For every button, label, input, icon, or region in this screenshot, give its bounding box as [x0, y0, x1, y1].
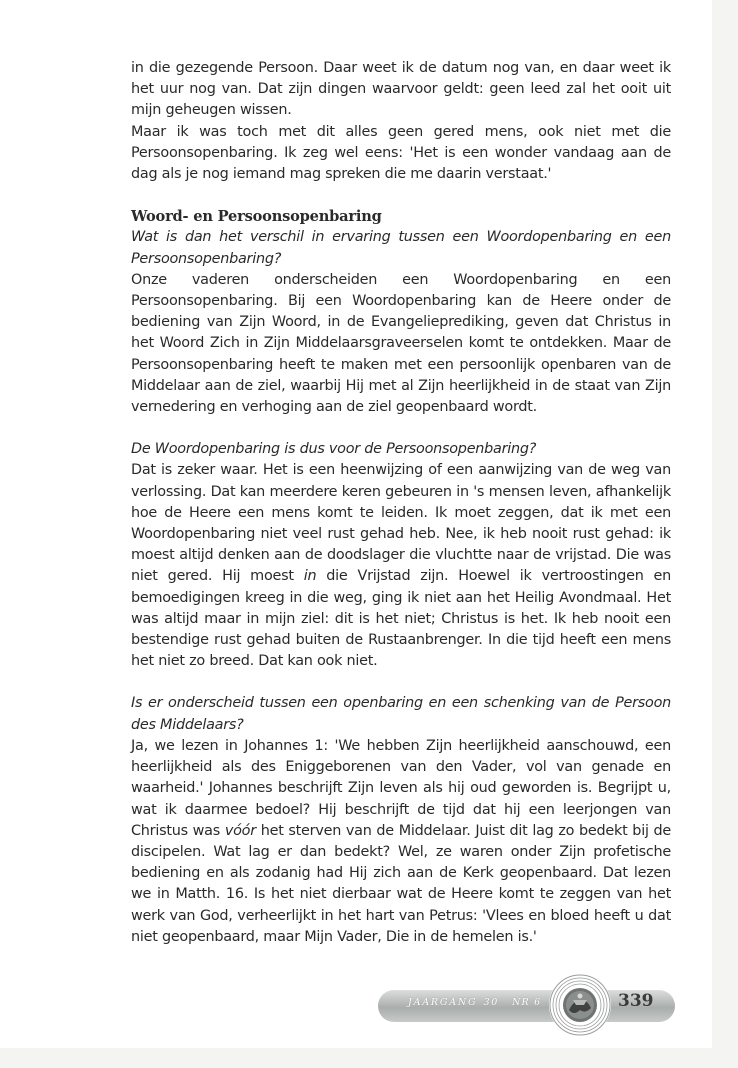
intro-paragraph-2: Maar ik was toch met dit alles geen gered mens, ook niet met die Persoonsopenbaring. Ik zeg wel eens: 'Het is een wonder vandaag aan de dag als je nog iemand mag spreken die me daarin verstaat.' [131, 123, 671, 183]
footer-volume: 30 [483, 997, 500, 1008]
answer-2 [131, 460, 671, 672]
answer-2-text-b: die Vrijstad zijn. Hoewel ik vertroostingen en bemoedigingen kreeg in die weg, ging ik niet aan het Heilig Avondmaal. Het was altijd maar in mijn ziel: dit is het niet; Christus is het. Ik heb nooit een bestendige rust gehad buiten de Rustaanbrenger. In die tijd heeft een mens het niet zo breed. Dat kan ook niet. [131, 568, 671, 670]
answer-3-text-b: het sterven van de Middelaar. Juist dit lag zo bedekt bij de discipelen. Wat lag er dan bedekt? Wel, ze waren onder Zijn profetische bediening en als zodanig had Hij zich aan de Kerk geopenbaard. Dat lezen we in Matth. 16. Is het niet dierbaar wat de Heere komt te zeggen van het werk van God, verheerlijkt in het hart van Petrus: 'Vlees en bloed heeft u dat niet geopenbaard, maar Mijn Vader, Die in de hemelen is.' [131, 822, 671, 945]
answer-3-emphasis: vóór [224, 822, 256, 839]
section-heading: Woord- en Persoonsopenbaring [131, 208, 382, 226]
round-seal-emblem-icon [549, 974, 611, 1036]
spacer [131, 672, 671, 693]
answer-3 [131, 736, 671, 948]
question-3: Is er onderscheid tussen een openbaring en een schenking van de Persoon des Middelaars? [131, 695, 671, 733]
answer-1: Onze vaderen onderscheiden een Woordopenbaring en een Persoonsopenbaring. Bij een Woordopenbaring kan de Heere onder de bediening van Zijn Woord, in de Evangelieprediking, geven dat Christus in het Woord Zich in Zijn Middelaarsgraveerselen komt te ontdekken. Maar de Persoonsopenbaring heeft te maken met een persoonlijk openbaren van de Middelaar aan de ziel, waarbij Hij met al Zijn heerlijkheid in de staat van Zijn vernedering en verhoging aan de ziel geopenbaard wordt. [131, 271, 671, 416]
spacer [131, 418, 671, 439]
spacer [131, 185, 671, 206]
intro-paragraph-1: in die gezegende Persoon. Daar weet ik de datum nog van, en daar weet ik het uur nog van. Dat zijn dingen waarvoor geldt: geen leed zal het ooit uit mijn geheugen wissen. [131, 60, 671, 119]
question-1: Wat is dan het verschil in ervaring tussen een Woordopenbaring en een Persoonsopenbaring? [131, 229, 671, 267]
footer-journal-label: JAARGANG [408, 997, 478, 1008]
answer-2-text-a: Dat is zeker waar. Het is een heenwijzing of een aanwijzing van de weg van verlossing. Dat kan meerdere keren gebeuren in 's mensen leven, afhankelijk hoe de Heere een mens komt te leiden. Ik moet zeggen, dat ik met een Woordopenbaring niet veel rust gehad heb. Nee, ik heb nooit rust gehad: ik moest altijd denken aan de doodslager die vluchtte naar de vrijstad. Die was niet gered. Hij moest [131, 462, 671, 585]
answer-3-text-a: Ja, we lezen in Johannes 1: 'We hebben Zijn heerlijkheid aanschouwd, een heerlijkheid als des Eniggeborenen van den Vader, vol van genade en waarheid.' Johannes beschrijft Zijn leven als hij oud geworden is. Begrijpt u, wat ik daarmee bedoel? Hij beschrijft de tijd dat hij een leerjongen van Christus was [131, 737, 671, 839]
question-2: De Woordopenbaring is dus voor de Persoonsopenbaring? [131, 441, 537, 458]
footer-issue: NR 6 [512, 997, 542, 1008]
footer-journal [408, 997, 499, 1008]
article-body [131, 58, 671, 948]
page-number: 339 [618, 991, 654, 1011]
answer-2-emphasis: in [303, 568, 317, 585]
